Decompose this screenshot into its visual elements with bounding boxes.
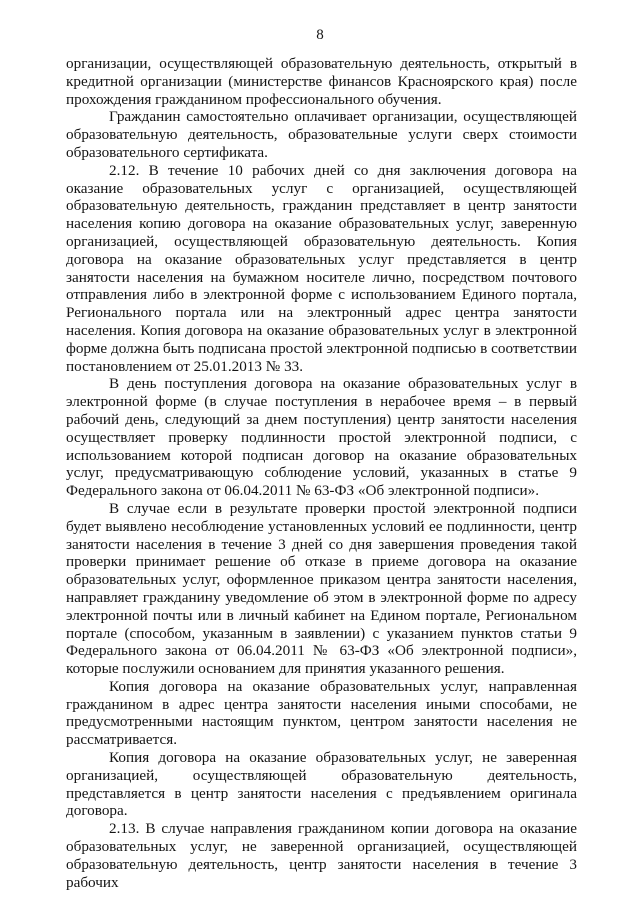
paragraph: 2.13. В случае направления гражданином копии договора на оказание образовательных услуг, не заверенной организацией, осуществляющей образовательную деятельность, центр занятости населения в течение 3 рабочих bbox=[66, 820, 577, 891]
paragraph: Копия договора на оказание образовательных услуг, направленная гражданином в адрес центра занятости населения иными способами, не предусмотренными настоящим пунктом, центром занятости населения не рассматривается. bbox=[66, 677, 577, 749]
paragraph: 2.12. В течение 10 рабочих дней со дня заключения договора на оказание образовательных услуг с организацией, осуществляющей образовательную деятельность, гражданин представляет в центр занятости населения копию договора на оказание образовательных услуг, заверенную организацией, осуществляющей образовательную деятельность. Копия договора на оказание образовательных услуг представляется в центр занятости населения на бумажном носителе лично, посредством почтового отправления либо в электронной форме с использованием Единого портала, Регионального портала или на электронный адрес центра занятости населения. Копия договора на оказание образовательных услуг в электронной форме должна быть подписана простой электронной подписью в соответствии постановлением от 25.01.2013 № 33. bbox=[66, 161, 577, 375]
paragraph: В день поступления договора на оказание образовательных услуг в электронной форме (в случае поступления в нерабочее время – в первый рабочий день, следующий за днем поступления) центр занятости населения осуществляет проверку подлинности простой электронной подписи, с использованием которой подписан договор на оказание образовательных услуг, предусматривающую соблюдение условий, указанных в статье 9 Федерального закона от 06.04.2011 № 63-ФЗ «Об электронной подписи». bbox=[66, 375, 577, 500]
paragraph: В случае если в результате проверки простой электронной подписи будет выявлено несоблюдение установленных условий ее подлинности, центр занятости населения в течение 3 дней со дня завершения проведения такой проверки принимает решение об отказе в приеме договора на оказание образовательных услуг, оформленное приказом центра занятости населения, направляет гражданину уведомление об этом в электронной форме по адресу электронной почты или в личный кабинет на Едином портале, Региональном портале (способом, указанным в заявлении) с указанием пунктов статьи 9 Федерального закона от 06.04.2011 № 63-ФЗ «Об электронной подписи», которые послужили основанием для принятия указанного решения. bbox=[66, 499, 577, 678]
paragraph: Копия договора на оказание образовательных услуг, не заверенная организацией, осуществляющей образовательную деятельность, представляется в центр занятости населения с предъявлением оригинала договора. bbox=[66, 749, 577, 820]
page-number: 8 bbox=[316, 27, 324, 43]
paragraph: Гражданин самостоятельно оплачивает организации, осуществляющей образовательную деятельность, образовательные услуги сверх стоимости образовательного сертификата. bbox=[66, 108, 577, 161]
document-body bbox=[66, 55, 577, 891]
paragraph: организации, осуществляющей образовательную деятельность, открытый в кредитной организации (министерстве финансов Красноярского края) после прохождения гражданином профессионального обучения. bbox=[66, 55, 577, 108]
